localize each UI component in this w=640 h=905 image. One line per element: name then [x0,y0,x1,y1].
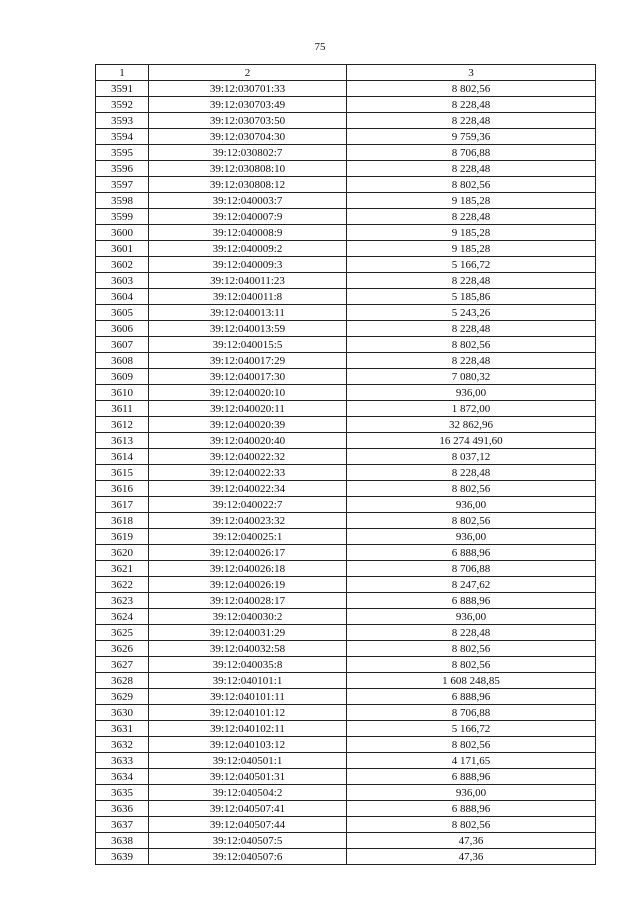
cadastral-number-cell: 39:12:040023:32 [149,513,347,529]
row-number-cell: 3636 [96,801,149,817]
row-number-cell: 3614 [96,449,149,465]
row-number-cell: 3619 [96,529,149,545]
cadastral-number-cell: 39:12:040017:29 [149,353,347,369]
amount-cell: 8 228,48 [347,625,596,641]
amount-cell: 936,00 [347,609,596,625]
data-table [95,64,596,865]
cadastral-number-cell: 39:12:040007:9 [149,209,347,225]
cadastral-number-cell: 39:12:040504:2 [149,785,347,801]
row-number-cell: 3595 [96,145,149,161]
amount-cell: 8 228,48 [347,353,596,369]
amount-cell: 936,00 [347,497,596,513]
row-number-cell: 3629 [96,689,149,705]
row-number-cell: 3632 [96,737,149,753]
cadastral-number-cell: 39:12:040507:44 [149,817,347,833]
cadastral-number-cell: 39:12:040030:2 [149,609,347,625]
cadastral-number-cell: 39:12:040011:23 [149,273,347,289]
amount-cell: 8 247,62 [347,577,596,593]
row-number-cell: 3600 [96,225,149,241]
amount-cell: 6 888,96 [347,689,596,705]
cadastral-number-cell: 39:12:040507:5 [149,833,347,849]
table-row [96,657,596,673]
cadastral-number-cell: 39:12:040032:58 [149,641,347,657]
table-header-row [96,65,596,81]
amount-cell: 47,36 [347,833,596,849]
row-number-cell: 3593 [96,113,149,129]
amount-cell: 8 706,88 [347,705,596,721]
column-header-cadastral-number: 2 [149,65,347,81]
table-row [96,529,596,545]
amount-cell: 6 888,96 [347,769,596,785]
row-number-cell: 3622 [96,577,149,593]
table-row [96,833,596,849]
cadastral-number-cell: 39:12:040008:9 [149,225,347,241]
amount-cell: 9 185,28 [347,193,596,209]
amount-cell: 8 228,48 [347,161,596,177]
amount-cell: 5 243,26 [347,305,596,321]
column-header-amount: 3 [347,65,596,81]
cadastral-number-cell: 39:12:040022:7 [149,497,347,513]
table-row [96,593,596,609]
cadastral-number-cell: 39:12:040022:34 [149,481,347,497]
row-number-cell: 3625 [96,625,149,641]
table-row [96,801,596,817]
row-number-cell: 3607 [96,337,149,353]
table-row [96,129,596,145]
table-row [96,257,596,273]
cadastral-number-cell: 39:12:040013:11 [149,305,347,321]
cadastral-number-cell: 39:12:040009:3 [149,257,347,273]
cadastral-number-cell: 39:12:040015:5 [149,337,347,353]
row-number-cell: 3639 [96,849,149,865]
cadastral-number-cell: 39:12:030802:7 [149,145,347,161]
row-number-cell: 3624 [96,609,149,625]
amount-cell: 8 802,56 [347,481,596,497]
cadastral-number-cell: 39:12:030704:30 [149,129,347,145]
table-row [96,705,596,721]
table-row [96,401,596,417]
cadastral-number-cell: 39:12:040026:17 [149,545,347,561]
table-row [96,849,596,865]
cadastral-number-cell: 39:12:040507:41 [149,801,347,817]
table-row [96,209,596,225]
amount-cell: 8 228,48 [347,321,596,337]
amount-cell: 8 802,56 [347,81,596,97]
row-number-cell: 3603 [96,273,149,289]
table-row [96,721,596,737]
table-row [96,161,596,177]
cadastral-number-cell: 39:12:040507:6 [149,849,347,865]
amount-cell: 6 888,96 [347,593,596,609]
table-row [96,737,596,753]
row-number-cell: 3592 [96,97,149,113]
amount-cell: 7 080,32 [347,369,596,385]
amount-cell: 8 228,48 [347,209,596,225]
row-number-cell: 3628 [96,673,149,689]
table-row [96,369,596,385]
row-number-cell: 3611 [96,401,149,417]
amount-cell: 936,00 [347,529,596,545]
cadastral-number-cell: 39:12:040031:29 [149,625,347,641]
row-number-cell: 3591 [96,81,149,97]
row-number-cell: 3606 [96,321,149,337]
cadastral-number-cell: 39:12:040020:39 [149,417,347,433]
table-row [96,305,596,321]
amount-cell: 6 888,96 [347,801,596,817]
row-number-cell: 3612 [96,417,149,433]
row-number-cell: 3613 [96,433,149,449]
table-row [96,225,596,241]
table-row [96,145,596,161]
cadastral-number-cell: 39:12:040017:30 [149,369,347,385]
cadastral-number-cell: 39:12:040035:8 [149,657,347,673]
table-row [96,673,596,689]
amount-cell: 16 274 491,60 [347,433,596,449]
amount-cell: 8 706,88 [347,145,596,161]
row-number-cell: 3608 [96,353,149,369]
row-number-cell: 3601 [96,241,149,257]
cadastral-number-cell: 39:12:030808:12 [149,177,347,193]
row-number-cell: 3605 [96,305,149,321]
cadastral-number-cell: 39:12:040501:1 [149,753,347,769]
cadastral-number-cell: 39:12:040101:11 [149,689,347,705]
cadastral-number-cell: 39:12:040003:7 [149,193,347,209]
table-row [96,769,596,785]
table-row [96,609,596,625]
row-number-cell: 3604 [96,289,149,305]
row-number-cell: 3609 [96,369,149,385]
amount-cell: 936,00 [347,785,596,801]
amount-cell: 5 185,86 [347,289,596,305]
column-header-number: 1 [96,65,149,81]
amount-cell: 936,00 [347,385,596,401]
amount-cell: 8 228,48 [347,97,596,113]
amount-cell: 8 228,48 [347,465,596,481]
amount-cell: 6 888,96 [347,545,596,561]
cadastral-number-cell: 39:12:030808:10 [149,161,347,177]
table-row [96,289,596,305]
table-row [96,625,596,641]
cadastral-number-cell: 39:12:040020:10 [149,385,347,401]
table-row [96,385,596,401]
amount-cell: 8 228,48 [347,113,596,129]
table-row [96,353,596,369]
amount-cell: 8 802,56 [347,817,596,833]
table-row [96,241,596,257]
row-number-cell: 3602 [96,257,149,273]
cadastral-number-cell: 39:12:040101:1 [149,673,347,689]
table-row [96,193,596,209]
amount-cell: 5 166,72 [347,257,596,273]
row-number-cell: 3617 [96,497,149,513]
table-row [96,321,596,337]
amount-cell: 8 802,56 [347,737,596,753]
amount-cell: 8 802,56 [347,641,596,657]
table-row [96,449,596,465]
cadastral-number-cell: 39:12:040026:18 [149,561,347,577]
row-number-cell: 3615 [96,465,149,481]
cadastral-number-cell: 39:12:040101:12 [149,705,347,721]
table-row [96,785,596,801]
row-number-cell: 3610 [96,385,149,401]
row-number-cell: 3638 [96,833,149,849]
row-number-cell: 3623 [96,593,149,609]
table-row [96,273,596,289]
cadastral-number-cell: 39:12:040020:40 [149,433,347,449]
cadastral-number-cell: 39:12:040028:17 [149,593,347,609]
table-row [96,753,596,769]
row-number-cell: 3599 [96,209,149,225]
row-number-cell: 3616 [96,481,149,497]
table-row [96,561,596,577]
row-number-cell: 3635 [96,785,149,801]
row-number-cell: 3630 [96,705,149,721]
cadastral-number-cell: 39:12:040501:31 [149,769,347,785]
table-row [96,113,596,129]
row-number-cell: 3633 [96,753,149,769]
table-row [96,177,596,193]
row-number-cell: 3596 [96,161,149,177]
amount-cell: 4 171,65 [347,753,596,769]
amount-cell: 8 802,56 [347,513,596,529]
cadastral-number-cell: 39:12:030701:33 [149,81,347,97]
amount-cell: 9 185,28 [347,225,596,241]
table-row [96,641,596,657]
row-number-cell: 3618 [96,513,149,529]
cadastral-number-cell: 39:12:040026:19 [149,577,347,593]
row-number-cell: 3634 [96,769,149,785]
amount-cell: 1 872,00 [347,401,596,417]
row-number-cell: 3620 [96,545,149,561]
table-row [96,465,596,481]
amount-cell: 8 706,88 [347,561,596,577]
cadastral-number-cell: 39:12:030703:50 [149,113,347,129]
amount-cell: 5 166,72 [347,721,596,737]
amount-cell: 1 608 248,85 [347,673,596,689]
cadastral-number-cell: 39:12:030703:49 [149,97,347,113]
cadastral-number-cell: 39:12:040011:8 [149,289,347,305]
row-number-cell: 3627 [96,657,149,673]
cadastral-number-cell: 39:12:040022:32 [149,449,347,465]
amount-cell: 47,36 [347,849,596,865]
amount-cell: 32 862,96 [347,417,596,433]
row-number-cell: 3631 [96,721,149,737]
table-body [96,81,596,865]
cadastral-number-cell: 39:12:040025:1 [149,529,347,545]
cadastral-number-cell: 39:12:040102:11 [149,721,347,737]
row-number-cell: 3637 [96,817,149,833]
table-row [96,817,596,833]
row-number-cell: 3626 [96,641,149,657]
amount-cell: 8 228,48 [347,273,596,289]
table-row [96,513,596,529]
table-row [96,337,596,353]
table-row [96,81,596,97]
table-row [96,545,596,561]
table-row [96,481,596,497]
row-number-cell: 3594 [96,129,149,145]
amount-cell: 8 802,56 [347,337,596,353]
page-number: 75 [314,41,326,53]
amount-cell: 9 185,28 [347,241,596,257]
table-row [96,689,596,705]
amount-cell: 8 037,12 [347,449,596,465]
cadastral-number-cell: 39:12:040103:12 [149,737,347,753]
row-number-cell: 3597 [96,177,149,193]
cadastral-number-cell: 39:12:040020:11 [149,401,347,417]
table-row [96,433,596,449]
table-row [96,577,596,593]
table-row [96,497,596,513]
amount-cell: 8 802,56 [347,177,596,193]
row-number-cell: 3621 [96,561,149,577]
cadastral-number-cell: 39:12:040022:33 [149,465,347,481]
table-row [96,97,596,113]
amount-cell: 9 759,36 [347,129,596,145]
table-row [96,417,596,433]
cadastral-number-cell: 39:12:040009:2 [149,241,347,257]
amount-cell: 8 802,56 [347,657,596,673]
row-number-cell: 3598 [96,193,149,209]
cadastral-number-cell: 39:12:040013:59 [149,321,347,337]
